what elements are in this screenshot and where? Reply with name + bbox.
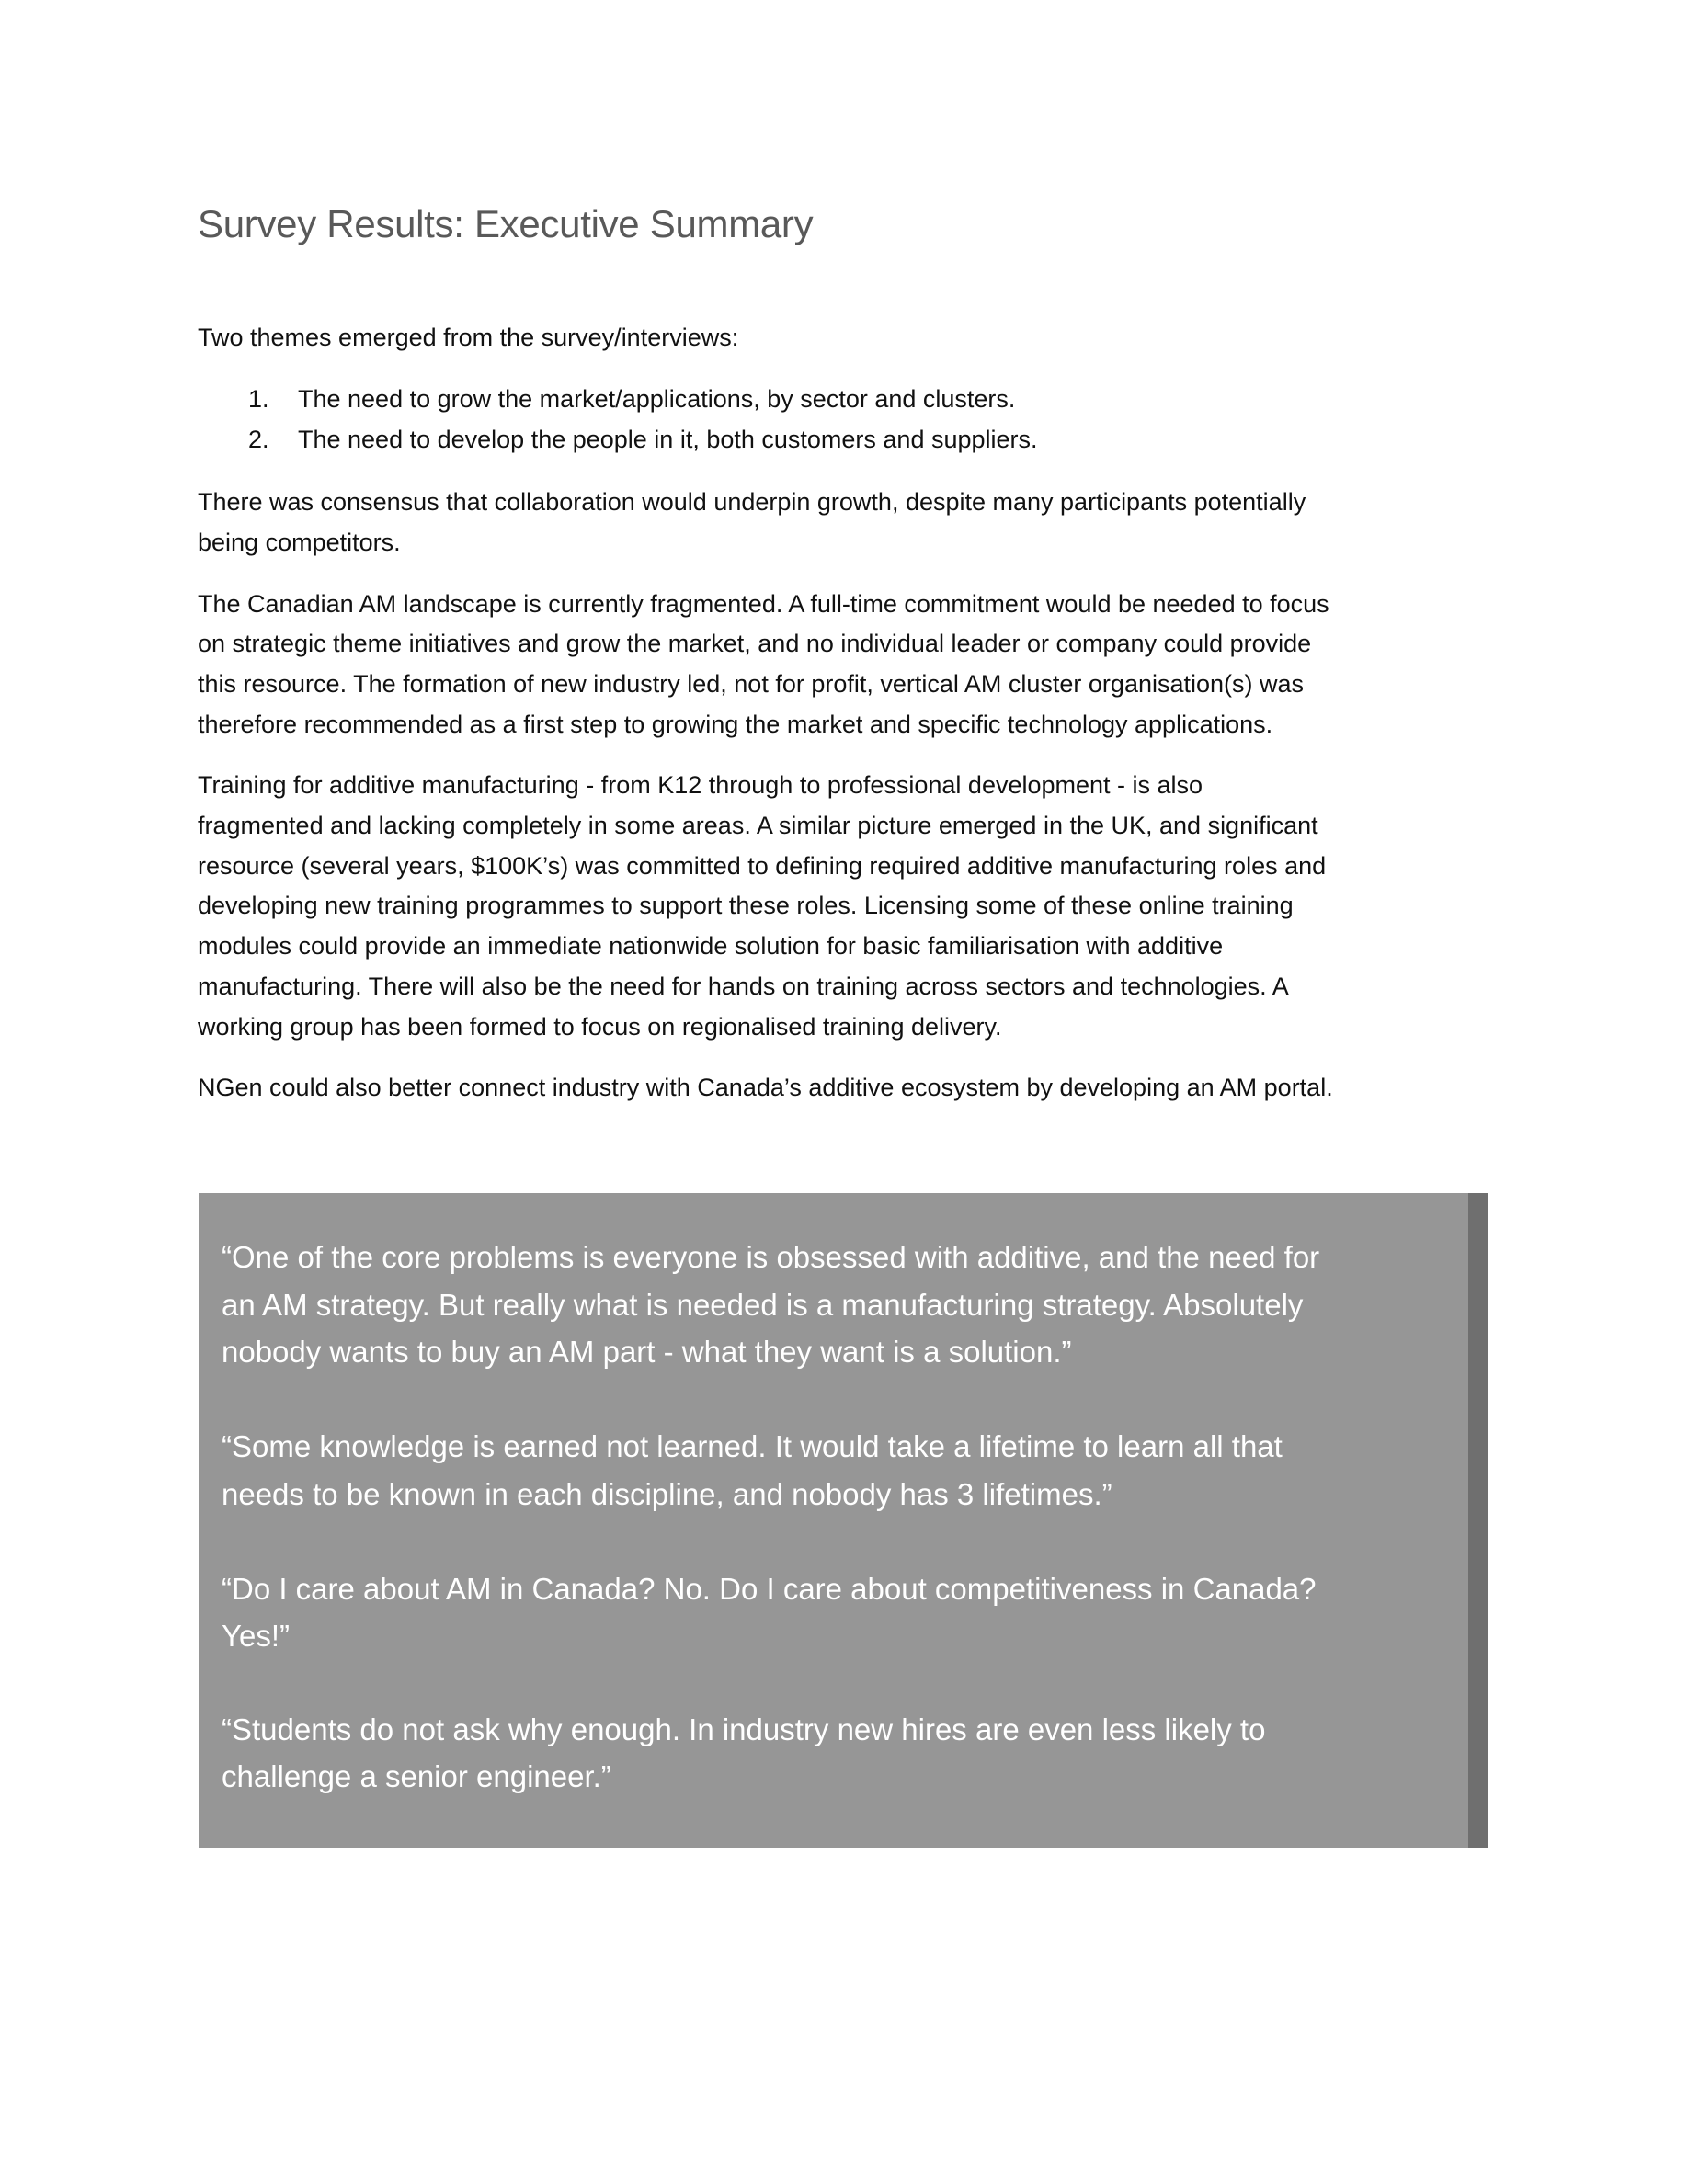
paragraph-line: resource (several years, $100K’s) was committed to defining required additive manufacturing roles and [198,852,1327,880]
paragraph-line: therefore recommended as a first step to growing the market and specific technology applications. [198,711,1273,738]
list-item-text: The need to develop the people in it, both customers and suppliers. [298,426,1038,453]
intro-text: Two themes emerged from the survey/interviews: [198,324,739,351]
paragraph-line: this resource. The formation of new industry led, not for profit, vertical AM cluster organisation(s) was [198,670,1305,698]
quotes-callout-box [199,1193,1488,1848]
paragraph-line: NGen could also better connect industry with Canada’s additive ecosystem by developing an AM portal. [198,1074,1333,1101]
paragraph-line: fragmented and lacking completely in some areas. A similar picture emerged in the UK, and significant [198,812,1318,839]
paragraph-line: on strategic theme initiatives and grow the market, and no individual leader or company could provide [198,630,1312,657]
paragraph-line: There was consensus that collaboration would underpin growth, despite many participants potentially [198,488,1306,516]
paragraph-line: being competitors. [198,529,401,556]
quote-line: “Students do not ask why enough. In industry new hires are even less likely to [222,1712,1266,1746]
paragraph-line: working group has been formed to focus on regionalised training delivery. [198,1013,1002,1041]
page-title: Survey Results: Executive Summary [198,202,814,245]
list-item-text: The need to grow the market/applications, by sector and clusters. [298,385,1016,413]
quote-line: an AM strategy. But really what is needed is a manufacturing strategy. Absolutely [222,1288,1304,1322]
quote-line: challenge a senior engineer.” [222,1759,611,1793]
paragraph-line: manufacturing. There will also be the need for hands on training across sectors and technologies. A [198,973,1289,1000]
paragraph-line: modules could provide an immediate nationwide solution for basic familiarisation with additive [198,932,1224,960]
paragraph-line: The Canadian AM landscape is currently fragmented. A full-time commitment would be needed to focus [198,590,1329,618]
list-number: 1. [248,385,269,413]
list-number: 2. [248,426,269,453]
quote-line: “Some knowledge is earned not learned. It would take a lifetime to learn all that [222,1429,1283,1463]
paragraph-line: Training for additive manufacturing - from K12 through to professional development - is also [198,771,1203,799]
quote-line: nobody wants to buy an AM part - what they want is a solution.” [222,1335,1072,1369]
paragraph-line: developing new training programmes to support these roles. Licensing some of these online training [198,892,1294,919]
quote-line: needs to be known in each discipline, and nobody has 3 lifetimes.” [222,1477,1112,1511]
quote-box-accent-bar [1468,1193,1488,1848]
quote-line: “Do I care about AM in Canada? No. Do I care about competitiveness in Canada? [222,1572,1317,1606]
quote-line: Yes!” [222,1619,290,1653]
quote-line: “One of the core problems is everyone is obsessed with additive, and the need for [222,1240,1320,1274]
